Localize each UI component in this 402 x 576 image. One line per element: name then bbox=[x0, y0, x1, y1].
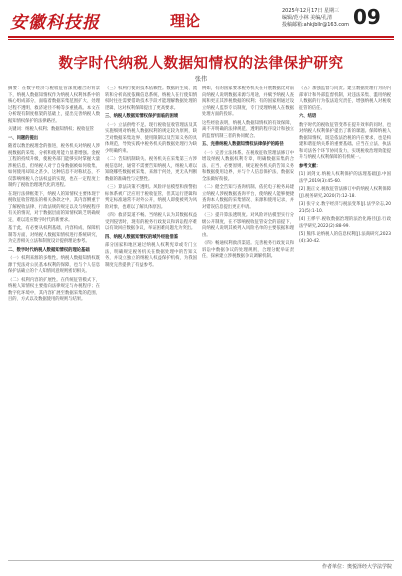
body-paragraph: [4] 王桦宇.税收数据治理的法治化路径[J].行政法学研究,2022(2):88-99. bbox=[299, 217, 391, 229]
article-column-4 bbox=[299, 86, 391, 554]
header-divider-thin bbox=[8, 39, 394, 40]
issue-contact: 投稿邮箱:ahkjbllr@163.com bbox=[282, 22, 350, 28]
section-heading: 三、纳税人数据知情权保护面临的困境 bbox=[105, 114, 179, 119]
footer-divider bbox=[8, 560, 394, 561]
body-paragraph: [1] 刘剑文.纳税人权利保护的法理基础[J].中国法学,2019(3):45-60. bbox=[299, 172, 391, 184]
body-paragraph: （二）健全告知与查询机制。依托电子税务局建立纳税人涉税数据查询平台，使纳税人能够便捷查询本人数据的采集情况、来源和使用记录，并对错误信息提出更正申请。 bbox=[202, 185, 294, 210]
section-heading: 五、完善纳税人数据知情权法律保护的路径 bbox=[202, 142, 284, 147]
body-paragraph: 随着以数治税理念的推进，税务机关对纳税人涉税数据的采集、分析和使用能力显著增强。金税工程的持续升级，使税务部门能够实时掌握大量涉税信息，但纳税人对于自身数据被如何收集、如何使用却知之甚少。这种信息不对称状态，不仅影响纳税人合法权益的实现，也在一定程度上制约了税收治理现代化的进程。 bbox=[8, 144, 100, 188]
body-paragraph: （三）算法决策不透明。风险评估模型和预警指标体系被广泛应用于税收征管，但其运行逻辑和判定标准通常不对外公开，纳税人即使被列为风险对象，也难以了解具体原因。 bbox=[105, 185, 197, 210]
article-column-2 bbox=[105, 86, 197, 554]
body-paragraph: 例如，有的国家要求税务机关在开展数据比对前向纳税人说明数据来源与用途，并赋予纳税人查阅和更正其涉税数据的权利；有的国家则通过设立纳税人监察专员制度，专门受理纳税人在数据处理方面的投诉。 bbox=[202, 86, 294, 117]
issue-info bbox=[282, 8, 349, 29]
section-heading: 参考文献： bbox=[299, 163, 321, 169]
body-paragraph: 这些经验表明，纳税人数据知情权的有效保障，离不开明确的法律规范、透明的程序设计和独立的监督机制三者的协同配合。 bbox=[202, 120, 294, 139]
body-paragraph: （二）告知机制缺失。税务机关在采集第三方涉税信息时，通常不需要告知纳税人，纳税人难以知晓哪些数据被采集、来源于何处，更无从判断数据的准确性与完整性。 bbox=[105, 157, 197, 182]
body-paragraph: 数字时代的税收征管变革在提升效率的同时，也对纳税人权利保护提出了新的课题。保障纳税人数据知情权，既是依法治税的内在要求，也是构建和谐征纳关系的重要基础。应当在立法、执法和司法各个环节协同发力，实现税收治理效能提升与纳税人权利保障的有机统一。 bbox=[299, 122, 391, 160]
section-heading: 四、纳税人数据知情权的域外经验借鉴 bbox=[105, 234, 179, 240]
newspaper-logo: 安徽科技报 bbox=[10, 13, 100, 33]
body-paragraph: 部分国家和地区通过纳税人权利宪章或专门立法，明确规定税务机关在数据处理中的告知义务，并设立独立的纳税人权益保护机构，为我国制度完善提供了有益参考。 bbox=[105, 243, 197, 268]
body-paragraph: 关键词：纳税人权利；数据知情权；税收征管 bbox=[8, 127, 94, 132]
body-paragraph: （四）畅通权利救济渠道。完善税务行政复议和诉讼中数据争议的处理规则，合理分配举证责任，探索建立涉税数据争议调解机制。 bbox=[202, 241, 294, 259]
body-paragraph: 摘要：在数字经济与税收征管深度融合的背景下，纳税人数据知情权作为纳税人权利体系中的核心组成部分，面临着数据采集范围扩大、处理过程不透明、救济途径不畅等多重挑战。本文在分析现有制度框架的基础上，提出完善纳税人数据知情权保护的法律路径。 bbox=[8, 86, 100, 124]
body-paragraph: （二）权利内容的扩展性。在传统征管模式下，纳税人知情权主要指向法律规定与办税程序；在数字化环境中，其内容扩展至数据采集的范围、目的、方式以及数据使用的规则与结果。 bbox=[8, 277, 100, 302]
section-heading: 二、数字时代纳税人数据知情权的理论基础 bbox=[8, 247, 90, 253]
section-heading: 六、结语 bbox=[299, 114, 317, 119]
section-heading: 一、问题的提出 bbox=[8, 135, 39, 141]
issue-editor: 编辑/范小林 美编/孔清 bbox=[282, 15, 332, 21]
body-paragraph: （一）完善立法体系。在税收征收管理法修订中增设纳税人数据权利专章，明确数据采集的合法、正当、必要原则，规定税务机关的告知义务和数据使用边界，并与个人信息保护法、数据安全法做好衔接。 bbox=[202, 150, 294, 182]
body-paragraph: （一）权利来源的多维性。纳税人数据知情权既源于宪法对公民基本权利的保障，也与个人信息保护法确立的个人知情同意规则密切相关。 bbox=[8, 256, 100, 274]
article-column-1 bbox=[8, 86, 100, 554]
body-paragraph: [3] 张守文.数字经济与税法变革[J].法学杂志,2021(5):1-10. bbox=[299, 202, 391, 214]
article-headline: 数字时代纳税人数据知情权的法律保护研究 bbox=[58, 55, 344, 72]
body-paragraph: （四）救济渠道不畅。当纳税人认为其数据权益受到侵害时，现有的税务行政复议和诉讼程序难以有效回应数据争议，举证困难问题尤为突出。 bbox=[105, 213, 197, 231]
body-paragraph: 基于此，有必要从权利基础、内容构成、保障机制等方面，对纳税人数据知情权进行系统研究，为完善相关立法和制度设计提供理论参考。 bbox=[8, 226, 100, 244]
article-author: 张伟 bbox=[194, 76, 207, 83]
body-paragraph: （三）权利行使的技术依赖性。数据的生成、流转和分析高度依赖信息系统，纳税人在行使知情权时往往需要借助技术手段才能理解数据处理的逻辑，这对权利保障提出了更高要求。 bbox=[105, 86, 197, 111]
section-title: 理论 bbox=[170, 12, 201, 30]
body-paragraph: [2] 施正文.税收征管法修订中的纳税人权利保障[J].税务研究,2020(7):12-18. bbox=[299, 187, 391, 199]
page-number: 09 bbox=[353, 5, 381, 29]
body-paragraph: 在现行法律框架下，纳税人的知情权主要体现于税收征收管理法的相关条款之中，其内容侧重于了解税收法律、行政法规的规定以及与纳税程序有关的情况，对于数据层面的知情权缺乏明确规定，难以适应数字时代的新要求。 bbox=[8, 191, 100, 223]
body-paragraph: [5] 熊伟.论纳税人的信息权利[J].法商研究,2023(4):30-42. bbox=[299, 232, 391, 244]
body-paragraph: （五）加强监督与问责。建立数据处理行为的内部审计和外部监督机制，对违法采集、滥用纳税人数据的行为依法追究责任，增强纳税人对税收征管的信任。 bbox=[299, 86, 391, 111]
header-divider bbox=[8, 36, 394, 38]
issue-date: 2025年12月17日 星期三 bbox=[282, 8, 340, 14]
body-paragraph: （三）提升算法透明度。对风险评估模型实行分级公开制度，在不影响税收征管安全的前提下，向纳税人说明其被列入风险名单的主要依据和理由。 bbox=[202, 213, 294, 238]
author-unit: 作者单位：奥悦泽经大学法学院 bbox=[321, 564, 392, 570]
body-paragraph: （一）立法供给不足。现行税收征收管理法及其实施细则对纳税人数据权利的规定较为原则，缺乏对数据采集边界、使用限制以及告知义务的具体规范，导致实践中税务机关的数据处理行为缺少明确约束。 bbox=[105, 122, 197, 154]
article-column-3 bbox=[202, 86, 294, 554]
